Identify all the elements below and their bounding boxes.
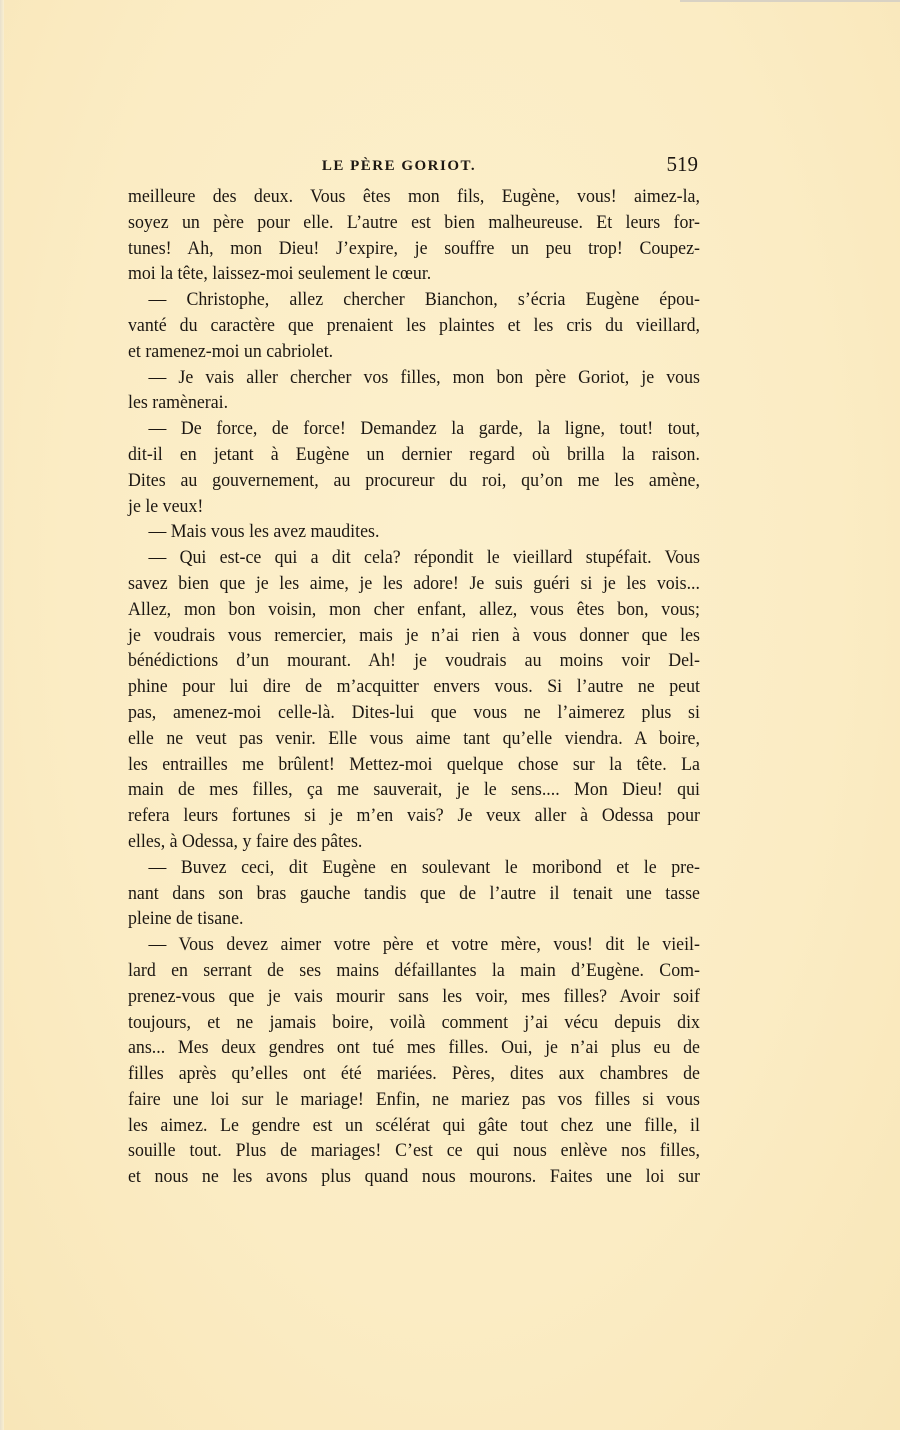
- text-block: [128, 152, 700, 1190]
- text-line: ans... Mes deux gendres ont tué mes filles. Oui, je n’ai plus eu de: [128, 1037, 700, 1059]
- text-line: et nous ne les avons plus quand nous mourons. Faites une loi sur: [128, 1166, 700, 1188]
- text-line: Allez, mon bon voisin, mon cher enfant, allez, vous êtes bon, vous;: [128, 598, 700, 620]
- text-line: nant dans son bras gauche tandis que de l’autre il tenait une tasse: [128, 882, 700, 904]
- text-line: les entrailles me brûlent! Mettez-moi quelque chose sur la tête. La: [128, 753, 700, 775]
- text-line: — De force, de force! Demandez la garde, la ligne, tout! tout,: [148, 418, 700, 440]
- text-line: lard en serrant de ses mains défaillantes la main d’Eugène. Com-: [128, 959, 700, 981]
- text-line: filles après qu’elles ont été mariées. Pères, dites aux chambres de: [128, 1063, 700, 1085]
- running-head: [128, 152, 700, 182]
- page-top-edge: [680, 0, 900, 2]
- page-binding-edge: [0, 0, 4, 1430]
- text-line: Dites au gouvernement, au procureur du roi, qu’on me les amène,: [128, 469, 700, 491]
- text-line: elle ne veut pas venir. Elle vous aime tant qu’elle viendra. A boire,: [128, 727, 700, 749]
- text-line: prenez-vous que je vais mourir sans les voir, mes filles? Avoir soif: [128, 985, 700, 1007]
- body-text: [128, 184, 700, 1190]
- text-line: — Buvez ceci, dit Eugène en soulevant le moribond et le pre-: [148, 856, 700, 878]
- text-line: — Je vais aller chercher vos filles, mon bon père Goriot, je vous: [148, 366, 700, 388]
- text-line: moi la tête, laissez-moi seulement le cœur.: [128, 263, 432, 285]
- text-line: dit-il en jetant à Eugène un dernier regard où brilla la raison.: [128, 443, 700, 465]
- text-line: pas, amenez-moi celle-là. Dites-lui que vous ne l’aimerez plus si: [128, 701, 700, 723]
- text-line: refera leurs fortunes si je m’en vais? Je veux aller à Odessa pour: [128, 805, 700, 827]
- text-line: — Christophe, allez chercher Bianchon, s’écria Eugène épou-: [148, 289, 700, 311]
- text-line: vanté du caractère que prenaient les plaintes et les cris du vieillard,: [128, 314, 700, 336]
- text-line: soyez un père pour elle. L’autre est bien malheureuse. Et leurs for-: [128, 211, 700, 233]
- page-number: 519: [666, 152, 698, 176]
- running-title: LE PÈRE GORIOT.: [321, 158, 477, 174]
- text-line: je le veux!: [128, 495, 204, 517]
- text-line: main de mes filles, ça me sauverait, je le sens.... Mon Dieu! qui: [128, 779, 700, 801]
- text-line: les ramènerai.: [128, 392, 229, 414]
- text-line: phine pour lui dire de m’acquitter envers vous. Si l’autre ne peut: [128, 676, 700, 698]
- text-line: bénédictions d’un mourant. Ah! je voudrais au moins voir Del-: [128, 650, 700, 672]
- text-line: je voudrais vous remercier, mais je n’ai rien à vous donner que les: [128, 624, 700, 646]
- text-line: et ramenez-moi un cabriolet.: [128, 340, 334, 362]
- text-line: souille tout. Plus de mariages! C’est ce qui nous enlève nos filles,: [128, 1140, 700, 1162]
- text-line: les aimez. Le gendre est un scélérat qui gâte tout chez une fille, il: [128, 1114, 700, 1136]
- text-line: pleine de tisane.: [128, 908, 244, 930]
- text-line: — Vous devez aimer votre père et votre mère, vous! dit le vieil-: [148, 934, 700, 956]
- text-line: — Qui est-ce qui a dit cela? répondit le vieillard stupéfait. Vous: [148, 547, 700, 569]
- text-line: toujours, et ne jamais boire, voilà comment j’ai vécu depuis dix: [128, 1011, 700, 1033]
- text-line: tunes! Ah, mon Dieu! J’expire, je souffre un peu trop! Coupez-: [128, 237, 700, 259]
- text-line: meilleure des deux. Vous êtes mon fils, Eugène, vous! aimez-la,: [128, 186, 700, 207]
- text-line: elles, à Odessa, y faire des pâtes.: [128, 830, 363, 852]
- text-line: savez bien que je les aime, je les adore! Je suis guéri si je les vois...: [128, 572, 700, 594]
- text-line: faire une loi sur le mariage! Enfin, ne mariez pas vos filles si vous: [128, 1088, 700, 1110]
- text-line: — Mais vous les avez maudites.: [148, 521, 380, 543]
